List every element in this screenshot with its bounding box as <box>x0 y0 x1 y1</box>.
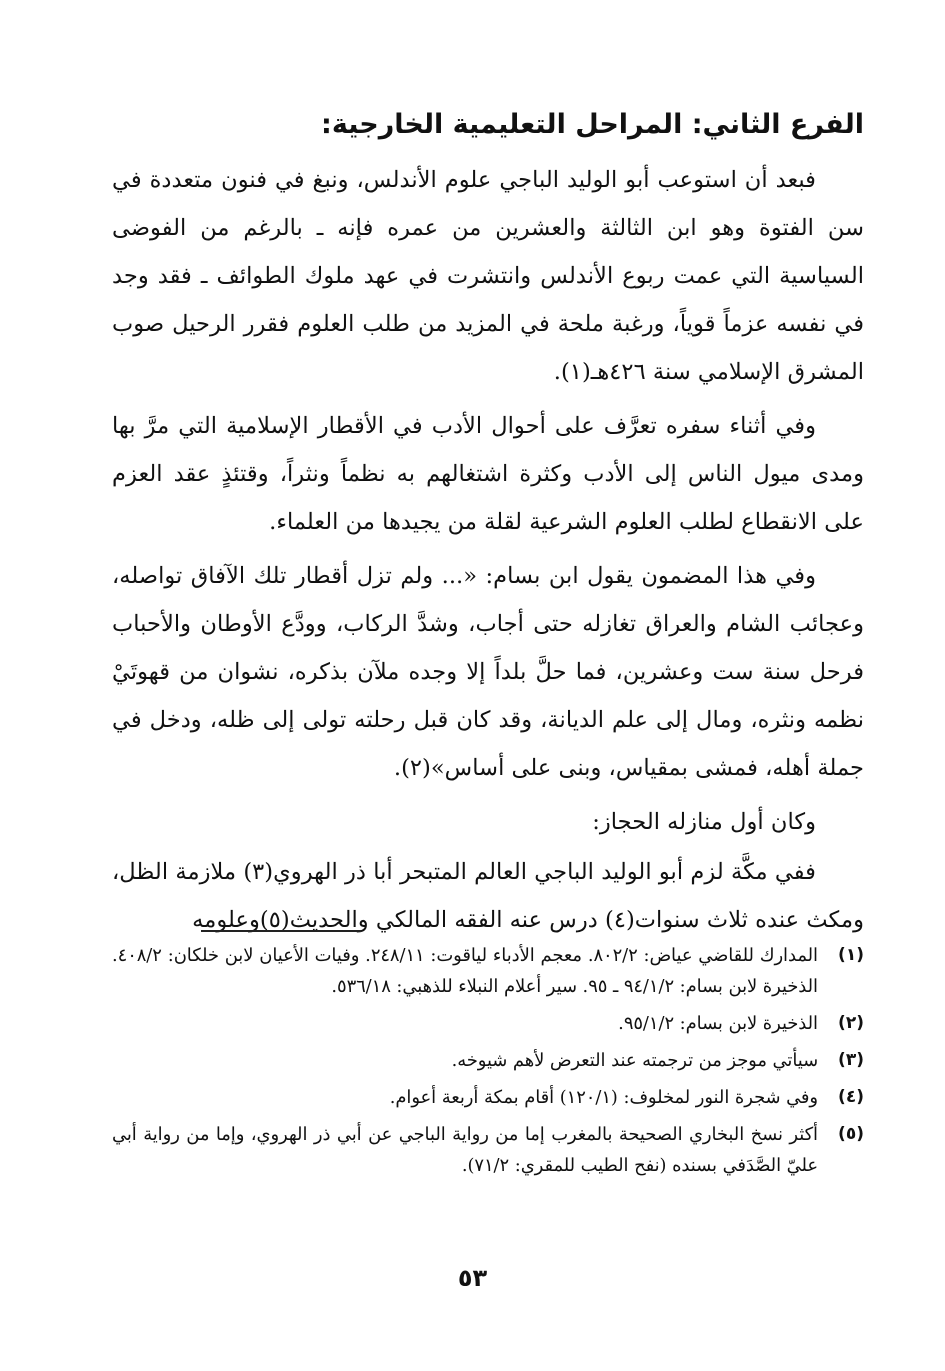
footnote-2 <box>112 1008 864 1039</box>
footnote-number: (٣) <box>838 1050 864 1070</box>
footnote-text: المدارك للقاضي عياض: ٨٠٢/٢. معجم الأدباء لياقوت: ٢٤٨/١١. وفيات الأعيان لابن خلكان: ٤٠٨/٢. الذخيرة لابن بسام: ٩٤/١/٢ ـ ٩٥. سير أعلام النبلاء للذهبي: ٥٣٦/١٨. <box>112 945 818 997</box>
footnote-text: أكثر نسخ البخاري الصحيحة بالمغرب إما من رواية الباجي عن أبي ذر الهروي، وإما من رواية أبي عليّ الصَّدَفي بسنده (نفح الطيب للمقري: ٧١/٢). <box>112 1124 818 1176</box>
paragraph-2: وفي أثناء سفره تعرَّف على أحوال الأدب في الأقطار الإسلامية التي مرَّ بها ومدى ميول الناس إلى الأدب وكثرة اشتغالهم به نظماً ونثراً، وقتئذٍ عقد العزم على الانقطاع لطلب العلوم الشرعية لقلة من يجيدها من العلماء. <box>112 413 864 535</box>
section-title: الفرع الثاني: المراحل التعليمية الخارجية: <box>321 109 864 140</box>
paragraph-3: وفي هذا المضمون يقول ابن بسام: «... ولم تزل أقطار تلك الآفاق تواصله، وعجائب الشام والعراق تغازله حتى أجاب، وشدَّ الركاب، وودَّع الأوطان والأحباب فرحل سنة ست وعشرين، فما حلَّ بلداً إلا وجده ملآن بذكره، نشوان من قهوتَيْ نظمه ونثره، ومال إلى علم الديانة، وقد كان قبل رحلته تولى إلى ظله، ودخل في جملة أهله، فمشى بمقياس، وبنى على أساس»(٢). <box>112 563 864 781</box>
footnote-number: (١) <box>838 945 864 965</box>
footnote-1 <box>112 940 864 1002</box>
paragraph-1: فبعد أن استوعب أبو الوليد الباجي علوم الأندلس، ونبغ في فنون متعددة في سن الفتوة وهو ابن الثالثة والعشرين من عمره فإنه ـ بالرغم من الفوضى السياسية التي عمت ربوع الأندلس وانتشرت في عهد ملوك الطوائف ـ فقد وجد في نفسه عزماً قوياً، ورغبة ملحة في المزيد من طلب العلوم فقرر الرحيل صوب المشرق الإسلامي سنة ٤٢٦هـ(١). <box>112 167 864 385</box>
footnote-number: (٥) <box>838 1124 864 1144</box>
footnote-text: وفي شجرة النور لمخلوف: (١٢٠/١) أقام بمكة أربعة أعوام. <box>389 1087 818 1108</box>
footnote-number: (٢) <box>838 1013 864 1033</box>
footnote-4 <box>112 1082 864 1113</box>
paragraph-4: وكان أول منازله الحجاز: <box>592 809 816 835</box>
main-text <box>112 100 864 950</box>
footnote-separator <box>201 930 361 932</box>
footnote-number: (٤) <box>838 1087 864 1107</box>
footnote-5 <box>112 1119 864 1181</box>
footnote-3 <box>112 1045 864 1076</box>
footnote-text: سيأتي موجز من ترجمته عند التعرض لأهم شيوخه. <box>451 1050 818 1071</box>
footnote-text: الذخيرة لابن بسام: ٩٥/١/٢. <box>618 1013 818 1034</box>
page-number: ٥٣ <box>457 1264 488 1292</box>
paragraph-5: ففي مكَّة لزم أبو الوليد الباجي العالم المتبحر أبا ذر الهروي(٣) ملازمة الظل، ومكث عنده ثلاث سنوات(٤) درس عنه الفقه المالكي والحديث(٥)وعلومه <box>112 859 864 933</box>
footnotes <box>112 940 864 1187</box>
